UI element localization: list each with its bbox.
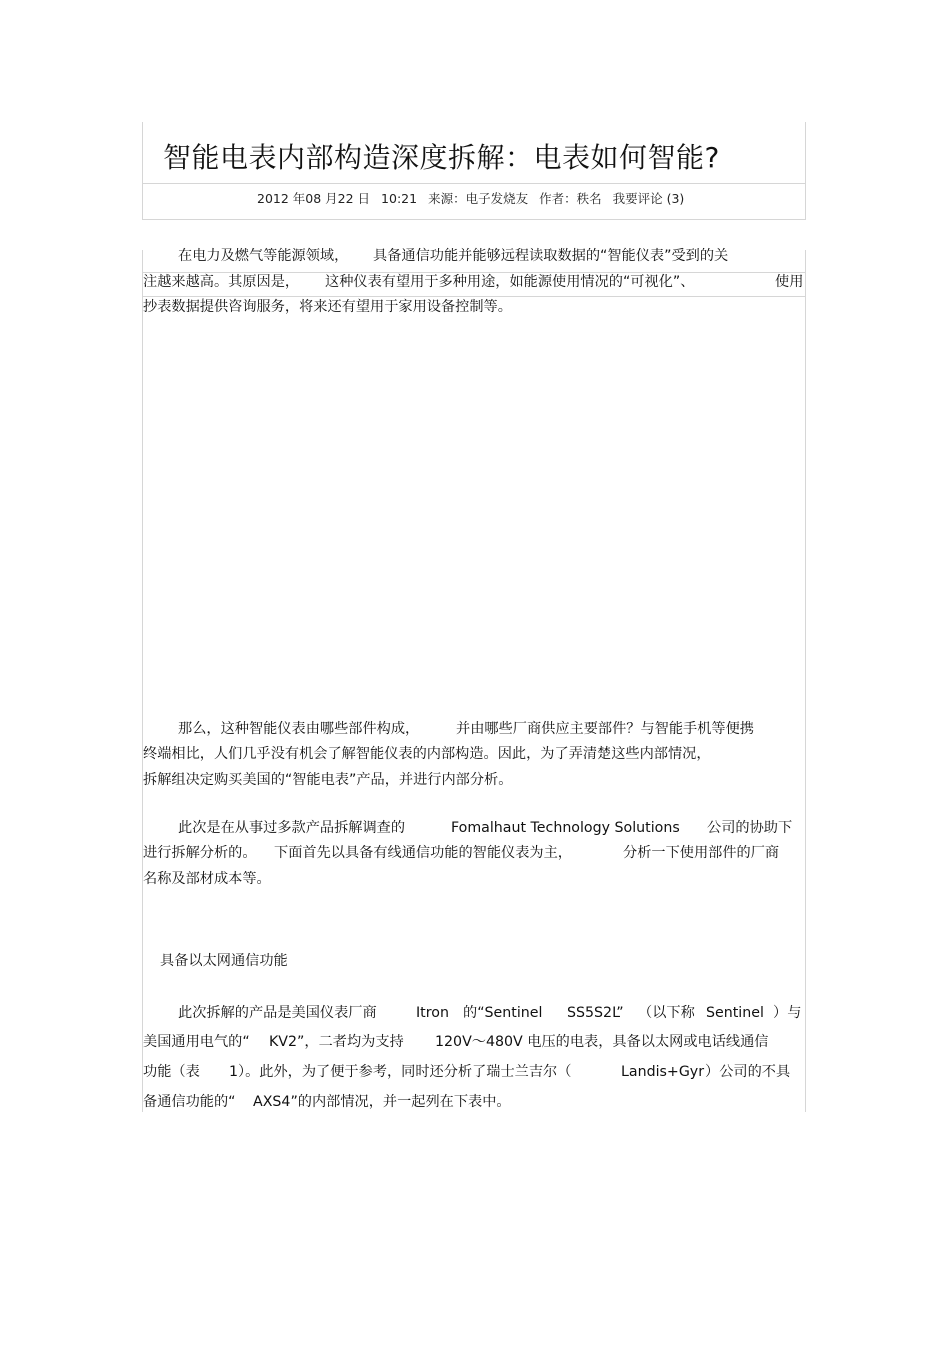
p3-line1-b: Fomalhaut Technology Solutions	[451, 820, 680, 836]
p4-line1-c: 的“Sentinel	[463, 1005, 543, 1021]
p2-line3: 拆解组决定购买美国的“智能电表”产品，并进行内部分析。	[143, 772, 513, 788]
p3-line3: 名称及部材成本等。	[143, 871, 271, 887]
frame-left-line	[142, 122, 143, 220]
frame-right-line	[805, 122, 806, 220]
p3-line1-c: 公司的协助下	[707, 820, 793, 836]
p1-line2-b: 这种仪表有望用于多种用途，如能源使用情况的“可视化”、	[325, 274, 695, 290]
p4-line1-g: ）与	[773, 1005, 802, 1021]
p1-line2-c: 使用	[775, 274, 804, 290]
p2-line1-a: 那么，这种智能仪表由哪些部件构成，	[178, 721, 420, 737]
p4-line1-b: Itron	[416, 1005, 449, 1021]
title-underline	[142, 183, 806, 184]
p1-line2-a: 注越来越高。其原因是，	[143, 274, 300, 290]
p1-line1-b: 具备通信功能并能够远程读取数据的“智能仪表”受到的关	[373, 248, 729, 264]
row-line-2	[142, 296, 806, 297]
p3-line2-b: 下面首先以具备有线通信功能的智能仪表为主，	[274, 845, 572, 861]
p3-line2-c: 分析一下使用部件的厂商	[623, 845, 780, 861]
p4-line1-f: Sentinel	[706, 1005, 764, 1021]
p4-line1-a: 此次拆解的产品是美国仪表厂商	[178, 1005, 377, 1021]
body-left-line	[142, 250, 143, 1112]
comment-link[interactable]: 我要评论 (3)	[612, 191, 685, 206]
p4-line3-b: 1）。此外，为了便于参考，同时还分析了瑞士兰吉尔（	[229, 1064, 572, 1080]
body-right-line	[805, 250, 806, 1112]
p4-line4-a: 备通信功能的“	[143, 1094, 236, 1110]
p2-line2: 终端相比，人们几乎没有机会了解智能仪表的内部构造。因此，为了弄清楚这些内部情况，	[143, 746, 711, 762]
article-meta	[257, 189, 695, 207]
meta-source[interactable]: 来源：电子发烧友	[428, 191, 529, 206]
meta-time: 10:21	[381, 191, 418, 206]
p3-line2-a: 进行拆解分析的。	[143, 845, 257, 861]
meta-author: 作者：秩名	[539, 191, 602, 206]
p4-line3-d: ）公司的不具	[705, 1064, 791, 1080]
p4-line2-c: 120V～480V 电压的电表，具备以太网或电话线通信	[435, 1034, 769, 1050]
p4-line3-a: 功能（表	[143, 1064, 200, 1080]
meta-underline	[142, 219, 806, 220]
p4-line1-e: （以下称	[638, 1005, 695, 1021]
p1-line1-a: 在电力及燃气等能源领域，	[178, 248, 349, 264]
section-heading: 具备以太网通信功能	[160, 953, 288, 969]
p3-line1-a: 此次是在从事过多款产品拆解调查的	[178, 820, 406, 836]
p4-line1-d: SS5S2L”	[567, 1005, 624, 1021]
p1-line3: 抄表数据提供咨询服务，将来还有望用于家用设备控制等。	[143, 299, 512, 315]
p4-line3-c: Landis+Gyr	[621, 1064, 705, 1080]
meta-date: 2012 年08 月22 日	[257, 191, 371, 206]
p2-line1-b: 并由哪些厂商供应主要部件？与智能手机等便携	[456, 721, 754, 737]
p4-line4-b: AXS4”的内部情况，并一起列在下表中。	[253, 1094, 511, 1110]
row-line-1	[142, 272, 806, 273]
p4-line2-a: 美国通用电气的“	[143, 1034, 250, 1050]
p4-line2-b: KV2”，二者均为支持	[269, 1034, 404, 1050]
page-title: 智能电表内部构造深度拆解：电表如何智能?	[163, 141, 720, 174]
